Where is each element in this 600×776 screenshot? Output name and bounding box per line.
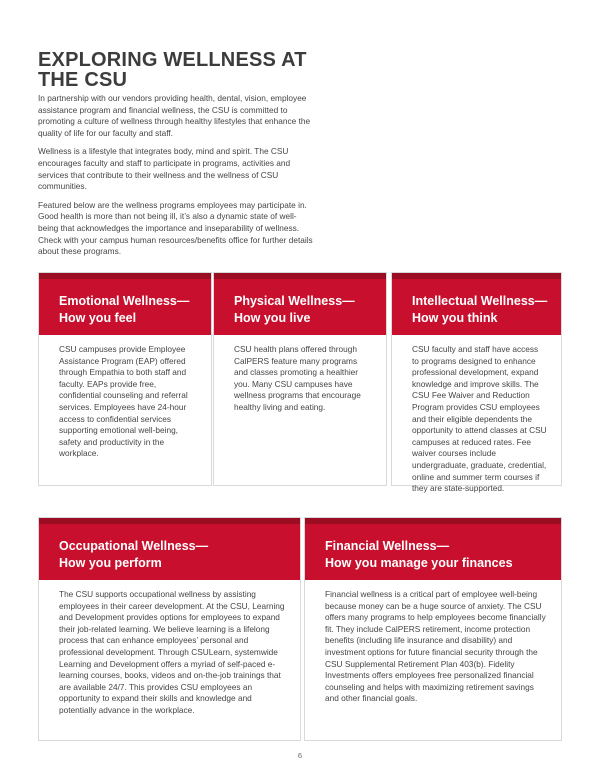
card-header bbox=[305, 518, 561, 580]
card-body bbox=[305, 580, 561, 705]
card-title: Financial Wellness— bbox=[325, 539, 450, 553]
page-title-line-2: THE CSU bbox=[38, 69, 128, 91]
card-subtitle: How you think bbox=[412, 311, 498, 325]
intro-paragraph-3: Featured below are the wellness programs employees may participate in. Good health is more than not being ill, it’s also a dynamic state of well-being that acknowledges the importance and inseparability of wellness. Check with your campus human resources/benefits office for further details about these programs. bbox=[38, 199, 313, 257]
page-title bbox=[38, 50, 358, 90]
intellectual-wellness-card bbox=[391, 272, 562, 494]
card-subtitle: How you manage your finances bbox=[325, 556, 513, 570]
card-title: Occupational Wellness— bbox=[59, 539, 209, 553]
intro-paragraph-1: In partnership with our vendors providing health, dental, vision, employee assistance program and financial wellness, the CSU is committed to promoting a culture of wellness through healthy lifestyles that enhance the quality of life for our faculty and staff. bbox=[38, 93, 311, 138]
intro-text bbox=[38, 93, 313, 265]
card-subtitle: How you perform bbox=[59, 556, 162, 570]
card-title: Physical Wellness— bbox=[234, 294, 355, 308]
card-header bbox=[39, 518, 300, 580]
card-title: Emotional Wellness— bbox=[59, 294, 190, 308]
card-subtitle: How you feel bbox=[59, 311, 137, 325]
card-body bbox=[39, 580, 300, 717]
intro-paragraph-2: Wellness is a lifestyle that integrates body, mind and spirit. The CSU encourages faculty and staff to participate in programs, activities and services that contribute to their wellness and the wellness of CSU communities. bbox=[38, 146, 291, 192]
card-body bbox=[392, 335, 561, 495]
card-subtitle: How you live bbox=[234, 311, 311, 325]
card-text: The CSU supports occupational wellness by assisting employees in their career development. At the CSU, Learning and Development provides options for employees to expand their job-related learning. We believe learning is a lifelong process that can enhance employees’ personal and professional development. Through CSULearn, systemwide Learning and Development offers a myriad of self-paced e-learning courses, books, videos and on-the-job trainings that are available 24/7. This provides CSU employees an opportunity to expand their skills and knowledge and potentially advance in the workplace. bbox=[59, 589, 285, 715]
card-body bbox=[39, 335, 211, 460]
physical-wellness-card bbox=[213, 272, 387, 486]
emotional-wellness-card bbox=[38, 272, 212, 486]
page-title-line-1: EXPLORING WELLNESS AT bbox=[38, 49, 307, 71]
card-text: CSU health plans offered through CalPERS feature many programs and classes promoting a healthier you. Many CSU campuses have wellness programs that encourage healthy living and eating. bbox=[234, 344, 361, 412]
occupational-wellness-card bbox=[38, 517, 301, 741]
card-text: CSU campuses provide Employee Assistance Program (EAP) offered through Empathia to both staff and faculty. EAPs provide free, confidential counseling and referral services. Employees have 24-hour access to confidential services supporting emotional well-being, safety and productivity in the workplace. bbox=[59, 344, 188, 459]
financial-wellness-card bbox=[304, 517, 562, 741]
page-number: 6 bbox=[297, 751, 303, 760]
card-title: Intellectual Wellness— bbox=[412, 294, 548, 308]
card-header bbox=[214, 273, 386, 335]
card-text: CSU faculty and staff have access to programs designed to enhance professional development, expand knowledge and improve skills. The CSU Fee Waiver and Reduction Program provides CSU employees and their eligible dependents the opportunity to attend classes at CSU campuses at reduced rates. Fee waiver courses include undergraduate, graduate, credential, online and summer term courses if they are state-supported. bbox=[412, 344, 547, 494]
card-text: Financial wellness is a critical part of employee well-being because money can be a huge source of anxiety. The CSU offers many programs to help employees become financially fit. They include CalPERS retirement, income protection benefits (including life insurance and disability) and investment options for future financial security through the CSU Supplemental Retirement Plan 403(b). Fidelity Investments offers employees free personalized financial counseling and helps with maximizing retirement savings and other financial goals. bbox=[325, 589, 546, 704]
card-body bbox=[214, 335, 386, 414]
card-header bbox=[39, 273, 211, 335]
card-header bbox=[392, 273, 561, 335]
